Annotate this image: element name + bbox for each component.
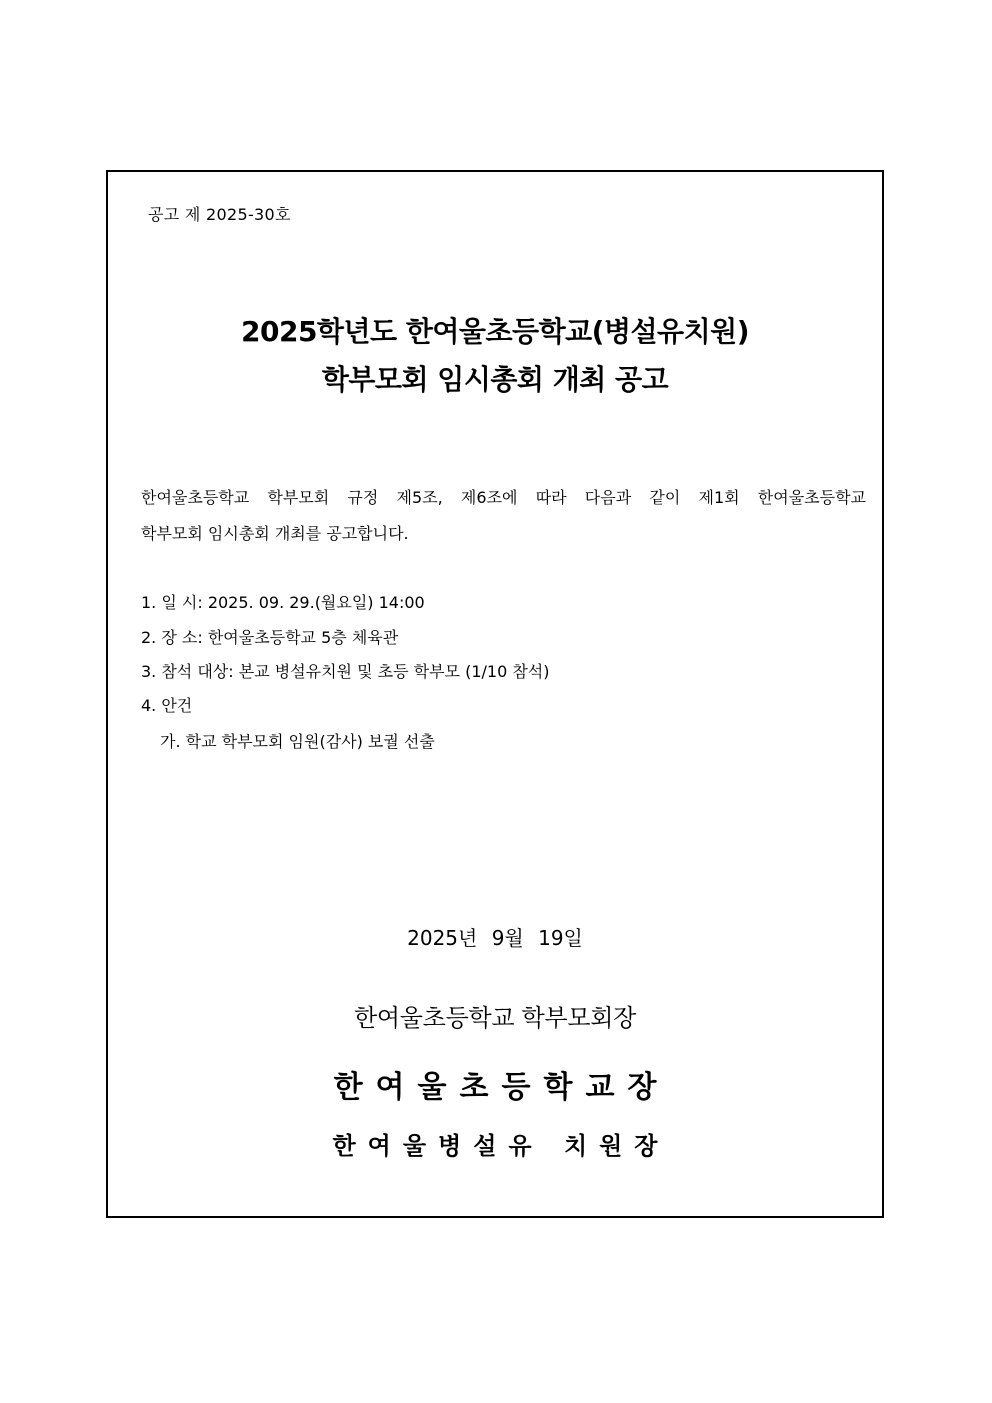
- item-agenda-sub: 가. 학교 학부모회 임원(감사) 보궐 선출: [160, 732, 435, 751]
- notice-date: 2025년 9월 19일: [407, 926, 583, 950]
- title-line-1: 2025학년도 한여울초등학교(병설유치원): [241, 315, 749, 348]
- item-location: 2. 장 소: 한여울초등학교 5층 체육관: [141, 628, 399, 647]
- signature-principal: 한여울초등학교장: [333, 1070, 670, 1105]
- signature-parents-association: 한여울초등학교 학부모회장: [354, 1004, 636, 1032]
- notice-number: 공고 제 2025-30호: [148, 205, 291, 224]
- intro-line-2: 학부모회 임시총회 개최를 공고합니다.: [141, 524, 409, 543]
- item-attendees: 3. 참석 대상: 본교 병설유치원 및 초등 학부모 (1/10 참석): [141, 662, 550, 681]
- title-line-2: 학부모회 임시총회 개최 공고: [321, 363, 669, 396]
- item-agenda: 4. 안건: [141, 696, 193, 715]
- notice-frame: [106, 170, 884, 1218]
- signature-kindergarten-director: 한여울병설유 치원장: [332, 1132, 670, 1160]
- item-datetime: 1. 일 시: 2025. 09. 29.(월요일) 14:00: [141, 593, 425, 612]
- intro-line-1: 한여울초등학교 학부모회 규정 제5조, 제6조에 따라 다음과 같이 제1회 한여울초등학교: [141, 488, 866, 507]
